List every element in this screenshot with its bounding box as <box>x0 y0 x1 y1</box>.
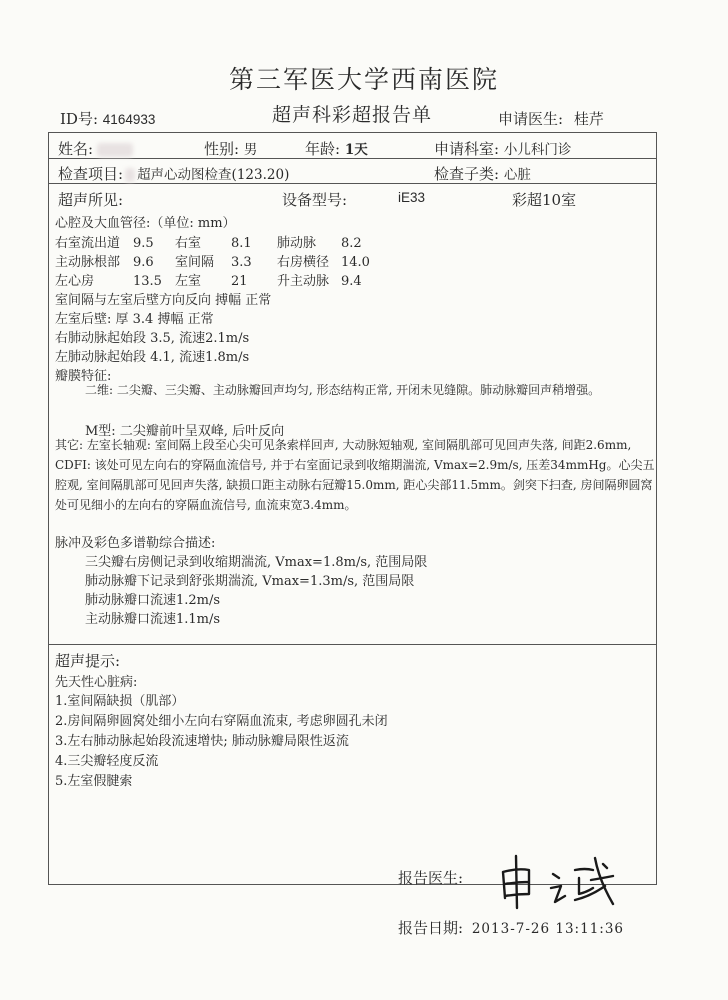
patient-sex <box>204 138 257 159</box>
name-label: 姓名: <box>58 140 94 158</box>
septum-line: 室间隔与左室后壁方向反向 搏幅 正常 <box>55 293 272 308</box>
section-divider <box>48 644 657 645</box>
doppler-line-3: 肺动脉瓣口流速1.2m/s <box>85 593 221 608</box>
device-value: iE33 <box>398 190 426 205</box>
report-title: 超声科彩超报告单 <box>272 104 433 126</box>
measure-row-2 <box>55 251 370 270</box>
dept-label: 申请科室: <box>434 140 500 158</box>
id-field <box>60 108 155 129</box>
patient-age <box>305 138 368 159</box>
measure-label: 升主动脉 <box>277 274 330 289</box>
measure-value: 21 <box>231 274 248 289</box>
conclusion-intro: 先天性心脏病: <box>55 675 138 690</box>
measure-label: 左室 <box>175 274 202 289</box>
sex-value: 男 <box>243 142 258 158</box>
measure-label: 肺动脉 <box>277 236 317 251</box>
exam-subtype <box>434 163 531 184</box>
vessels-heading: 心腔及大血管径:（单位: mm） <box>55 216 236 231</box>
patient-name <box>58 138 133 159</box>
exam-sub-value: 心脏 <box>503 167 531 183</box>
dept-value: 小儿科门诊 <box>503 142 572 158</box>
measure-label: 左心房 <box>55 274 95 289</box>
device-label: 设备型号: <box>282 191 348 209</box>
lv-wall-line: 左室后壁: 厚 3.4 搏幅 正常 <box>55 312 214 327</box>
date-label: 报告日期: <box>398 919 464 937</box>
doppler-line-2: 肺动脉瓣下记录到舒张期湍流, Vmax=1.3m/s, 范围局限 <box>85 574 415 589</box>
other-findings: 其它: 左室长轴观: 室间隔上段至心尖可见条索样回声, 大动脉短轴观, 室间隔肌部可见回声失落, 间距2.6mm, CDFI: 该处可见左向右的穿隔血流信号, 并于右室面记录到收缩期湍流, Vmax=2.9m/s, 压差34mmHg。心尖五腔观, 室间隔肌部可见回声失落, 缺损口距主动脉右冠瓣15.0mm, 距心尖部11.5mm。剑突下扫查, 房间隔卵圆窝处可见细小的左向右的穿隔血流信号, 血流束宽3.4mm。 <box>55 438 655 512</box>
redaction-mark <box>125 168 135 182</box>
conclusion-heading: 超声提示: <box>55 652 121 670</box>
hospital-name: 第三军医大学西南医院 <box>228 65 499 94</box>
sex-label: 性别: <box>204 140 240 158</box>
measure-value: 9.5 <box>133 236 154 251</box>
valve-heading: 瓣膜特征: <box>55 369 112 384</box>
measure-value: 8.2 <box>341 236 362 251</box>
valve-m-mode: M型: 二尖瓣前叶呈双峰, 后叶反向 <box>85 424 285 439</box>
table-top-border <box>48 132 657 133</box>
date-value: 2013-7-26 13:11:36 <box>471 921 625 937</box>
id-value: 4164933 <box>102 112 156 127</box>
rpa-line: 右肺动脉起始段 3.5, 流速2.1m/s <box>55 331 250 346</box>
table-right-border <box>656 132 657 884</box>
table-left-border <box>48 132 49 884</box>
doctor-value: 桂芹 <box>573 110 604 128</box>
conclusion-item: 5.左室假腱索 <box>55 774 133 789</box>
exam-item-value: 超声心动图检查(123.20) <box>137 167 290 183</box>
measure-label: 右室流出道 <box>55 236 121 251</box>
measure-value: 9.4 <box>341 274 362 289</box>
requesting-doctor <box>498 108 604 129</box>
age-label: 年龄: <box>305 140 341 158</box>
measure-value: 14.0 <box>341 255 370 270</box>
exam-sub-label: 检查子类: <box>434 165 500 183</box>
conclusion-item: 3.左右肺动脉起始段流速增快; 肺动脉瓣局限性返流 <box>55 734 349 749</box>
exam-item-label: 检查项目: <box>58 165 124 183</box>
measure-label: 右房横径 <box>277 255 330 270</box>
id-label: ID号: <box>60 110 99 128</box>
reporter-label: 报告医生: <box>398 869 464 887</box>
measure-label: 室间隔 <box>175 255 215 270</box>
doppler-heading: 脉冲及彩色多谱勒综合描述: <box>55 536 216 551</box>
conclusion-item: 1.室间隔缺损（肌部） <box>55 694 185 709</box>
measure-label: 主动脉根部 <box>55 255 121 270</box>
patient-dept <box>434 138 571 159</box>
doppler-line-4: 主动脉瓣口流速1.1m/s <box>85 612 221 627</box>
findings-heading: 超声所见: <box>58 191 124 209</box>
report-date <box>398 917 624 938</box>
redacted-name <box>97 143 133 157</box>
measure-row-3 <box>55 270 362 289</box>
measure-label: 右室 <box>175 236 202 251</box>
signature-image <box>495 850 625 910</box>
lpa-line: 左肺动脉起始段 4.1, 流速1.8m/s <box>55 350 250 365</box>
valve-2d: 二维: 二尖瓣、三尖瓣、主动脉瓣回声均匀, 形态结构正常, 开闭未见缝隙。肺动脉瓣回声稍增强。 <box>85 383 601 397</box>
doctor-label: 申请医生: <box>498 110 564 128</box>
measure-value: 3.3 <box>231 255 252 270</box>
conclusion-item: 4.三尖瓣轻度反流 <box>55 754 159 769</box>
measure-row-1 <box>55 232 362 251</box>
room-value: 彩超10室 <box>512 191 577 209</box>
measure-value: 9.6 <box>133 255 154 270</box>
conclusion-item: 2.房间隔卵圆窝处细小左向右穿隔血流束, 考虑卵圆孔未闭 <box>55 714 388 729</box>
age-value: 1天 <box>344 142 368 158</box>
measure-value: 8.1 <box>231 236 252 251</box>
exam-item <box>58 163 289 184</box>
measure-value: 13.5 <box>133 274 162 289</box>
doppler-line-1: 三尖瓣右房侧记录到收缩期湍流, Vmax=1.8m/s, 范围局限 <box>85 555 428 570</box>
